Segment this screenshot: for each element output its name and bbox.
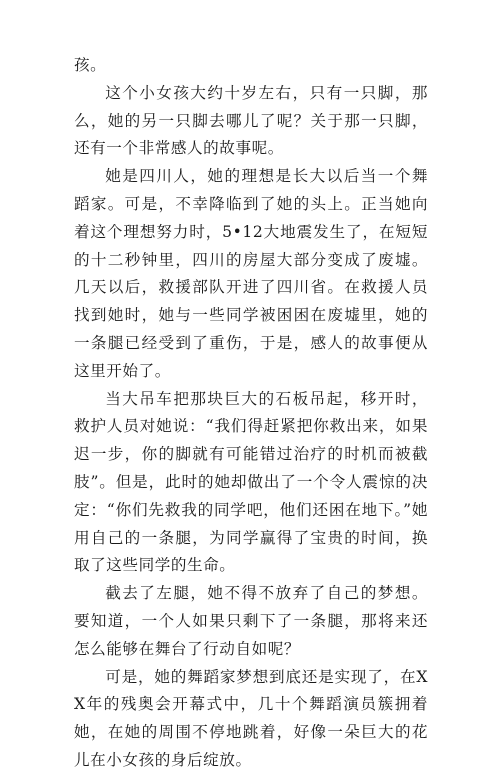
- paragraph: 可是，她的舞蹈家梦想到底还是实现了，在XX年的残奥会开幕式中，几十个舞蹈演员簇拥着她，在她的周围不停地跳着，好像一朵巨大的花儿在小女孩的身后绽放。: [74, 667, 428, 769]
- document-body: [74, 52, 428, 775]
- paragraph: 孩。: [74, 56, 107, 74]
- paragraph: 这个小女孩大约十岁左右，只有一只脚，那么，她的另一只脚去哪儿了呢？关于那一只脚，还有一个非常感人的故事呢。: [74, 83, 428, 158]
- paragraph: 当大吊车把那块巨大的石板吊起，移开时，救护人员对她说：“我们得赶紧把你救出来，如果迟一步，你的脚就有可能错过治疗的时机而被截肢”。但是，此时的她却做出了一个令人震惊的决定：“你们先救我的同学吧，他们还困在地下。”她用自己的一条腿，为同学赢得了宝贵的时间，换取了这些同学的生命。: [74, 389, 428, 575]
- paragraph: 截去了左腿，她不得不放弃了自己的梦想。要知道，一个人如果只剩下了一条腿，那将来还怎么能够在舞台了行动自如呢？: [74, 584, 428, 658]
- paragraph: 她是四川人，她的理想是长大以后当一个舞蹈家。可是，不幸降临到了她的头上。正当她向着这个理想努力时，5•12大地震发生了，在短短的十二秒钟里，四川的房屋大部分变成了废墟。几天以后，救援部队开进了四川省。在救援人员找到她时，她与一些同学被困困在废墟里，她的一条腿已经受到了重伤，于是，感人的故事便从这里开始了。: [74, 167, 428, 380]
